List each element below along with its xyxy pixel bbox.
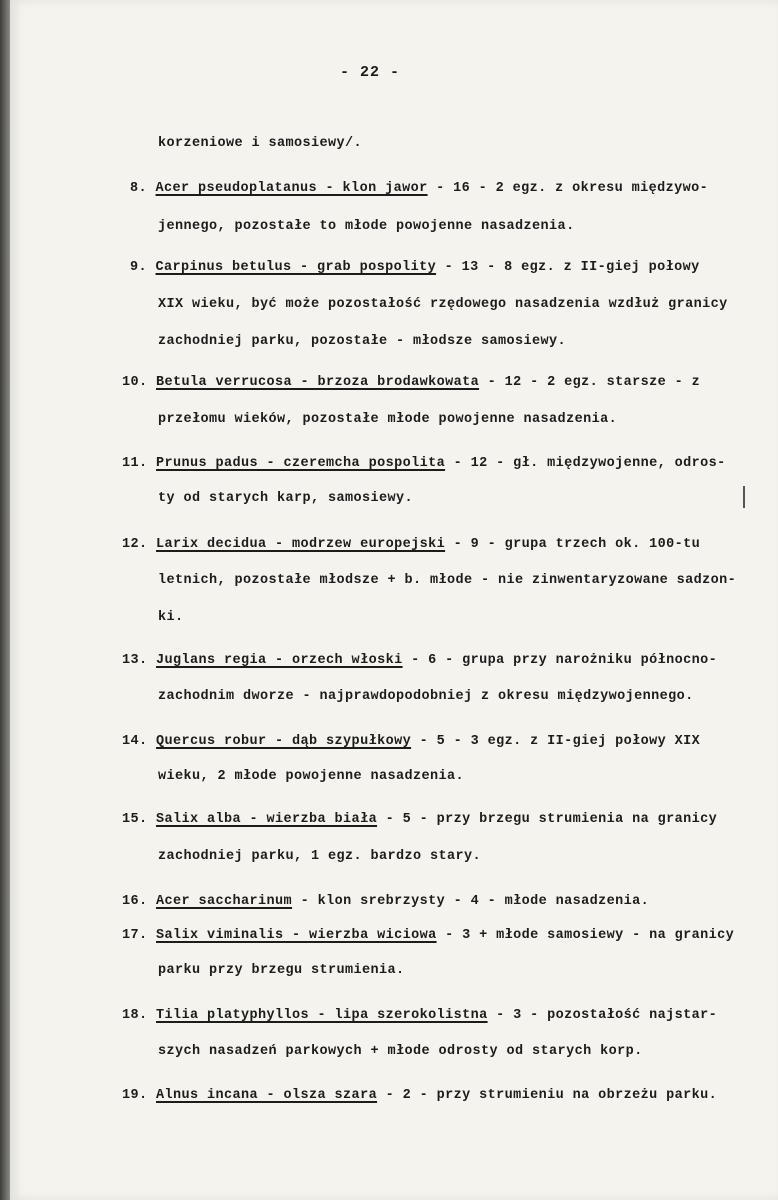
species-name: Salix alba - wierzba biała xyxy=(156,812,378,827)
list-item-17 xyxy=(122,927,734,945)
item-number: 11. xyxy=(122,456,148,471)
item-text: - 6 - grupa przy narożniku północno- xyxy=(402,653,718,668)
item-number: 17. xyxy=(122,928,148,943)
item-text: - klon srebrzysty - 4 - młode nasadzenia. xyxy=(292,894,650,909)
continuation-line: korzeniowe i samosiewy/. xyxy=(158,136,363,151)
item-text: - 13 - 8 egz. z II-giej połowy xyxy=(436,260,700,275)
list-item-14 xyxy=(122,733,700,751)
item-number: 16. xyxy=(122,894,148,909)
species-name: Acer saccharinum xyxy=(156,894,293,909)
list-item-9-cont: zachodniej parku, pozostałe - młodsze samosiewy. xyxy=(158,334,567,349)
list-item-12 xyxy=(122,536,700,554)
document-page xyxy=(10,0,778,1200)
list-item-9 xyxy=(130,259,700,277)
list-item-11 xyxy=(122,455,726,473)
list-item-10-cont: przełomu wieków, pozostałe młode powojenne nasadzenia. xyxy=(158,412,618,427)
species-name: Prunus padus - czeremcha pospolita xyxy=(156,456,446,471)
list-item-12-cont: ki. xyxy=(158,610,184,625)
list-item-19 xyxy=(122,1087,717,1105)
species-name: Acer pseudoplatanus - klon jawor xyxy=(155,181,428,196)
species-name: Larix decidua - modrzew europejski xyxy=(156,537,446,552)
item-text: - 5 - 3 egz. z II-giej połowy XIX xyxy=(411,734,701,749)
list-item-16 xyxy=(122,893,649,911)
list-item-15 xyxy=(122,811,717,829)
margin-mark xyxy=(743,486,745,508)
list-item-14-cont: wieku, 2 młode powojenne nasadzenia. xyxy=(158,769,465,784)
list-item-13 xyxy=(122,652,717,670)
list-item-18-cont: szych nasadzeń parkowych + młode odrosty od starych korp. xyxy=(158,1044,643,1059)
list-item-17-cont: parku przy brzegu strumienia. xyxy=(158,963,405,978)
list-item-10 xyxy=(122,374,700,392)
item-text: - 12 - 2 egz. starsze - z xyxy=(479,375,701,390)
item-text: - 3 - pozostałość najstar- xyxy=(487,1008,718,1023)
item-text: - 5 - przy brzegu strumienia na granicy xyxy=(377,812,718,827)
item-number: 9. xyxy=(130,260,148,275)
species-name: Carpinus betulus - grab pospolity xyxy=(155,260,437,275)
scan-left-edge xyxy=(0,0,10,1200)
list-item-8-cont: jennego, pozostałe to młode powojenne nasadzenia. xyxy=(158,219,575,234)
species-name: Salix viminalis - wierzba wiciowa xyxy=(156,928,437,943)
species-name: Juglans regia - orzech włoski xyxy=(156,653,403,668)
list-item-11-cont: ty od starych karp, samosiewy. xyxy=(158,491,414,506)
list-item-15-cont: zachodniej parku, 1 egz. bardzo stary. xyxy=(158,849,482,864)
species-name: Betula verrucosa - brzoza brodawkowata xyxy=(156,375,480,390)
list-item-13-cont: zachodnim dworze - najprawdopodobniej z okresu międzywojennego. xyxy=(158,689,694,704)
item-number: 15. xyxy=(122,812,148,827)
species-name: Tilia platyphyllos - lipa szerokolistna xyxy=(156,1008,488,1023)
item-text: - 16 - 2 egz. z okresu międzywo- xyxy=(427,181,709,196)
item-number: 18. xyxy=(122,1008,148,1023)
item-number: 14. xyxy=(122,734,148,749)
item-text: - 9 - grupa trzech ok. 100-tu xyxy=(445,537,701,552)
list-item-18 xyxy=(122,1007,717,1025)
item-text: - 12 - gł. międzywojenne, odros- xyxy=(445,456,726,471)
item-number: 19. xyxy=(122,1088,148,1103)
item-number: 13. xyxy=(122,653,148,668)
species-name: Quercus robur - dąb szypułkowy xyxy=(156,734,412,749)
item-number: 10. xyxy=(122,375,148,390)
item-text: - 3 + młode samosiewy - na granicy xyxy=(436,928,735,943)
page-number: - 22 - xyxy=(340,64,401,81)
species-name: Alnus incana - olsza szara xyxy=(156,1088,378,1103)
item-text: - 2 - przy strumieniu na obrzeżu parku. xyxy=(377,1088,718,1103)
list-item-9-cont: XIX wieku, być może pozostałość rzędowego nasadzenia wzdłuż granicy xyxy=(158,297,728,312)
list-item-12-cont: letnich, pozostałe młodsze + b. młode - nie zinwentaryzowane sadzon- xyxy=(158,573,737,588)
list-item-8 xyxy=(130,180,708,198)
item-number: 8. xyxy=(130,181,148,196)
item-number: 12. xyxy=(122,537,148,552)
